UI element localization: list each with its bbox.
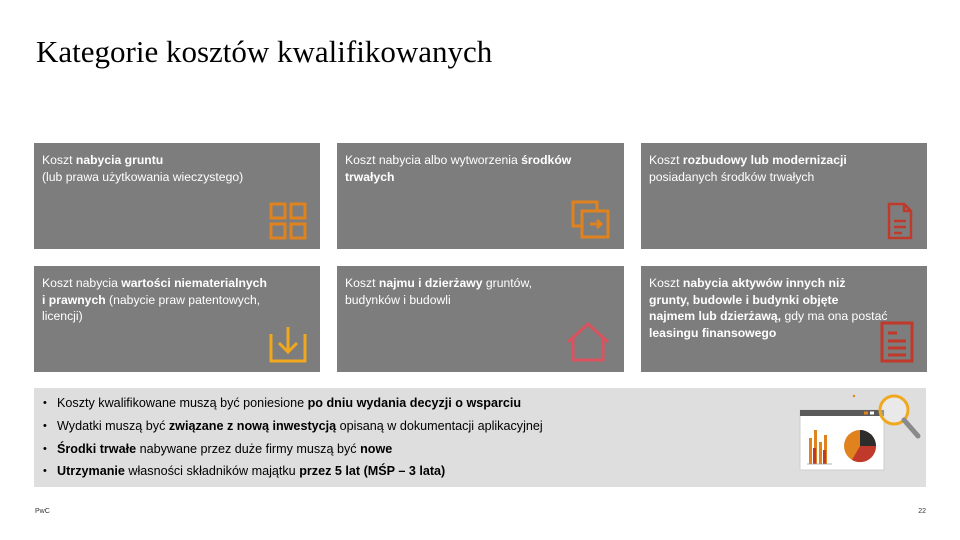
tile-line: [42, 169, 312, 186]
bold-text: związane z nową inwestycją: [168, 418, 337, 433]
text: Koszt: [649, 153, 683, 167]
text: opisaną w dokumentacji aplikacyjnej: [336, 418, 543, 433]
bold-text: po dniu wydania decyzji o wsparciu: [307, 396, 522, 410]
grid-squares-icon: [268, 201, 308, 241]
text: budynków i budowli: [345, 292, 451, 307]
text: Koszt: [42, 153, 76, 167]
tile-line: [345, 169, 616, 186]
tile-other-assets-leasing: [641, 266, 927, 372]
tile-line: [345, 292, 616, 309]
bold-text: rozbudowy lub modernizacji: [682, 153, 847, 167]
bold-text: nowe: [360, 441, 393, 456]
requirements-panel: [34, 388, 926, 487]
text: (nabycie praw patentowych,: [105, 292, 261, 307]
bold-text: środków: [521, 153, 572, 167]
text: Koszt: [649, 276, 683, 290]
bold-text: najmu i dzierżawy: [378, 276, 483, 290]
bold-text: leasingu finansowego: [649, 325, 777, 340]
tile-lease-rent: [337, 266, 624, 372]
tile-intangible-assets: [34, 266, 320, 372]
text: Koszt nabycia: [42, 276, 122, 290]
tile-fixed-assets: [337, 143, 624, 249]
text: gruntów,: [482, 276, 532, 290]
tile-land-purchase: [34, 143, 320, 249]
bold-text: Utrzymanie: [57, 464, 125, 479]
text: Koszt nabycia albo wytworzenia: [345, 153, 522, 167]
bold-text: przez 5 lat (MŚP – 3 lata): [299, 464, 446, 479]
tile-modernization: [641, 143, 927, 249]
text: Koszt: [345, 276, 379, 290]
tile-line: [42, 292, 312, 309]
analytics-magnifier-icon: [794, 388, 926, 488]
footer-brand: PwC: [35, 508, 50, 515]
bold-text: nabycia aktywów innych niż: [682, 276, 846, 290]
tile-line: [42, 152, 312, 169]
list-document-icon: [879, 320, 915, 364]
document-icon: [885, 201, 915, 241]
bold-text: trwałych: [345, 169, 395, 184]
tile-line: [649, 275, 919, 292]
download-box-icon: [268, 324, 308, 364]
text: własności składników majątku: [124, 464, 300, 479]
text: Wydatki muszą być: [57, 418, 169, 433]
tile-text: [345, 152, 616, 185]
tile-line: [649, 292, 919, 309]
bold-text: najmem lub dzierżawą,: [649, 309, 782, 323]
text: gdy ma ona postać: [781, 309, 888, 323]
bold-text: grunty, budowle i budynki objęte: [649, 292, 839, 307]
text: licencji): [42, 309, 83, 323]
tile-line: [649, 169, 919, 186]
tile-line: [42, 275, 312, 292]
text: posiadanych środków trwałych: [649, 169, 815, 184]
tile-text: [42, 275, 312, 325]
bold-text: nabycia gruntu: [75, 153, 164, 167]
page-title: Kategorie kosztów kwalifikowanych: [36, 34, 493, 69]
tile-line: [42, 308, 312, 325]
tile-line: [345, 152, 616, 169]
tile-text: [345, 275, 616, 308]
text: (lub prawa użytkowania wieczystego): [42, 169, 244, 184]
text: nabywane przez duże firmy muszą być: [136, 441, 361, 456]
house-icon: [564, 320, 612, 364]
stacked-squares-icon: [570, 199, 612, 241]
text: Koszty kwalifikowane muszą być poniesione: [57, 396, 308, 410]
page-number: 22: [918, 508, 926, 515]
tile-line: [345, 275, 616, 292]
bold-text: wartości niematerialnych: [121, 276, 267, 290]
tile-text: [42, 152, 312, 185]
bold-text: Środki trwałe: [57, 441, 137, 456]
tile-line: [649, 152, 919, 169]
bold-text: i prawnych: [42, 292, 106, 307]
tile-text: [649, 152, 919, 185]
